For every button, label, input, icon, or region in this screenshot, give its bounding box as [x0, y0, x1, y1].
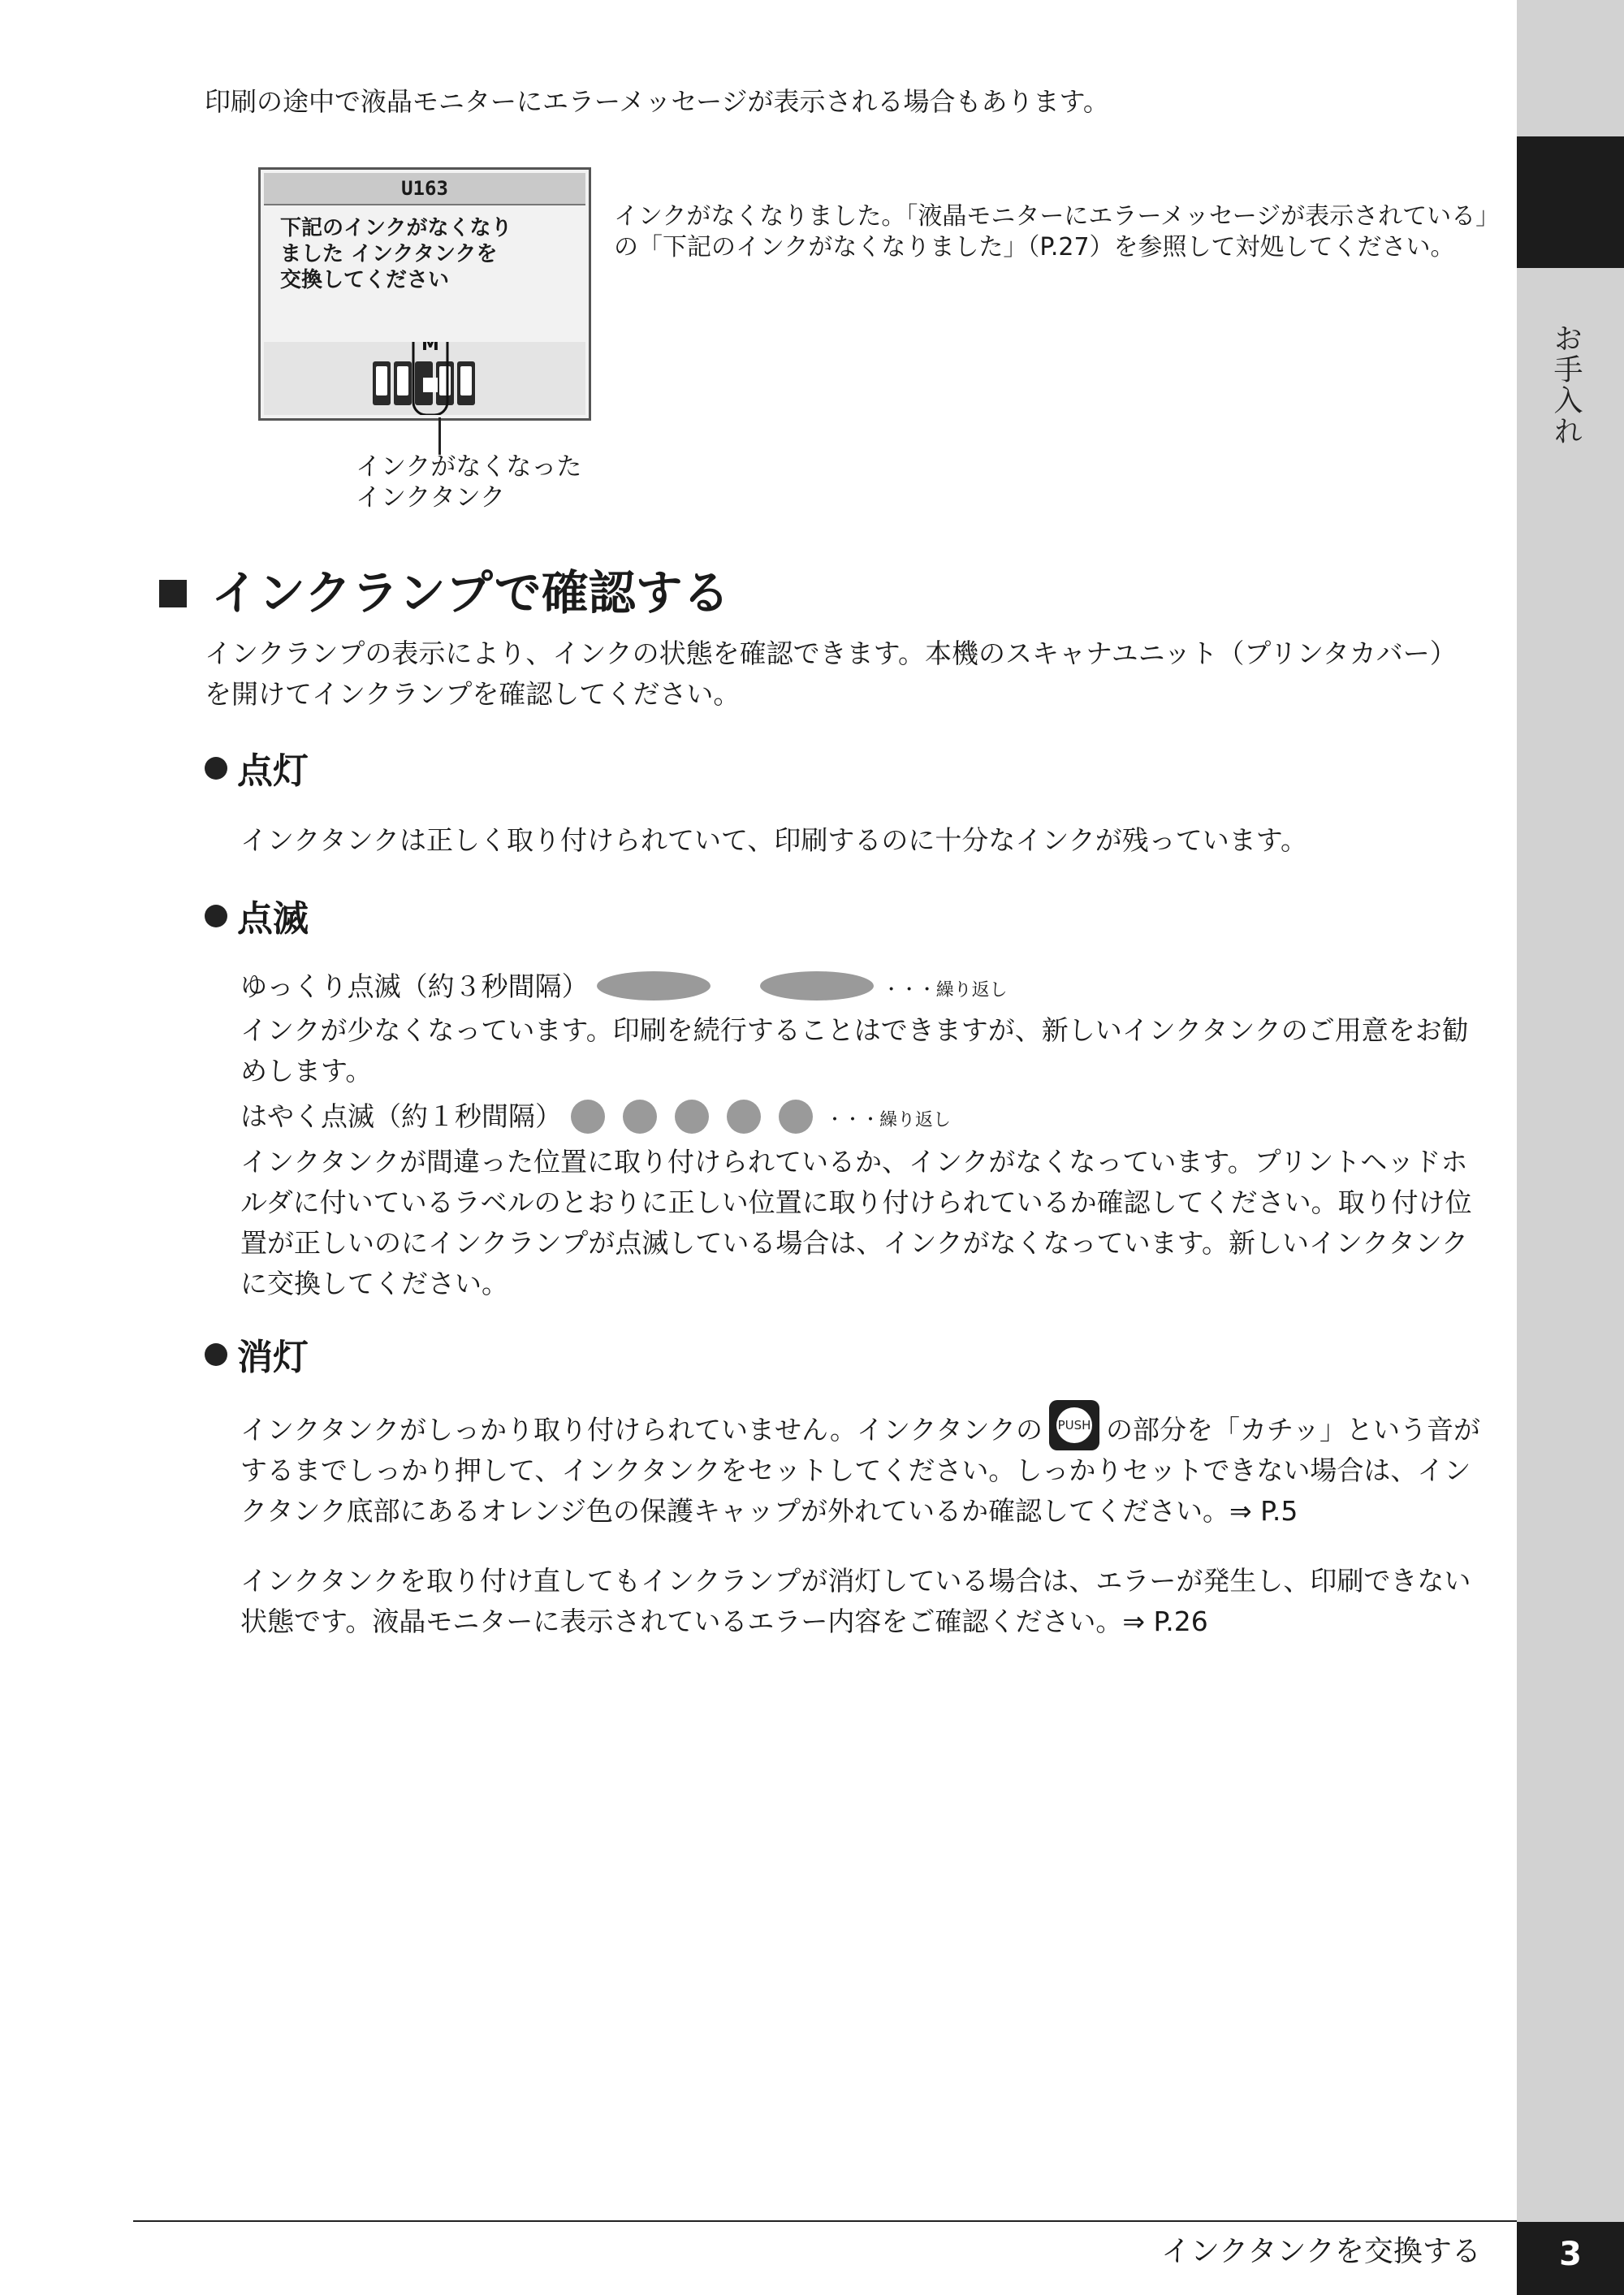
error-description: インクがなくなりました。「液晶モニターにエラーメッセージが表示されている」の「下記のインクがなくなりました」（P.27）を参照して対処してください。: [614, 202, 1488, 261]
lamp-on-dot-icon: [675, 1100, 709, 1134]
lcd-ink-panel: [264, 342, 585, 415]
slow-blink-text: インクが少なくなっています。印刷を続行することはできますが、新しいインクタンクのご用意をお勧めします。: [240, 1014, 1469, 1087]
bullet-icon: [205, 905, 227, 927]
off-text-part2: の部分を「カチッ」という音がするまでしっかり押して、インクタンクをセットしてください。しっかりセットできない場合は、インクタンク底部にあるオレンジ色の保護キャップが外れているか確認してください。⇒ P.5: [240, 1414, 1481, 1527]
lit-heading-text: 点灯: [237, 750, 309, 792]
lcd-monitor-illustration: [258, 167, 591, 421]
lit-heading: [205, 747, 309, 796]
off-text-part1: インクタンクがしっかり取り付けられていません。インクタンクの: [240, 1414, 1043, 1446]
lcd-message: 下記のインクがなくなり ました インクタンクを 交換してください: [280, 216, 512, 292]
page-number: 3: [1559, 2236, 1582, 2273]
section-body: インクランプの表示により、インクの状態を確認できます。本機のスキャナユニット（プリンタカバー）を開けてインクランプを確認してください。: [205, 638, 1457, 710]
tank-letter: M: [421, 342, 439, 355]
fast-blink-text: インクタンクが間違った位置に取り付けられているか、インクがなくなっています。プリントヘッドホルダに付いているラベルのとおりに正しい位置に取り付けられているか確認してください。取り付け位置が正しいのにインクランプが点滅している場合は、インクがなくなっています。新しいインクタンクに交換してください。: [240, 1146, 1472, 1299]
bullet-icon: [205, 757, 227, 780]
caption-pointer-line: [438, 417, 441, 455]
side-tab-marker: [1517, 136, 1624, 268]
square-bullet-icon: [159, 580, 187, 607]
slow-blink-label: ゆっくり点滅（約３秒間隔）: [240, 970, 589, 1002]
off-heading: [205, 1333, 309, 1382]
off-text: [240, 1400, 1491, 1532]
lamp-on-oval-icon: [760, 971, 874, 1001]
lamp-on-dot-icon: [727, 1100, 761, 1134]
repeat-note: ・・・繰り返し: [826, 1110, 952, 1130]
blink-heading-text: 点滅: [237, 898, 309, 940]
ink-tanks-graphic: [264, 342, 587, 415]
lamp-on-dot-icon: [779, 1100, 813, 1134]
bullet-icon: [205, 1343, 227, 1366]
footer-rule: [133, 2220, 1517, 2222]
slow-blink-row: [240, 966, 1008, 1011]
lit-text: インクタンクは正しく取り付けられていて、印刷するのに十分なインクが残っています。: [240, 824, 1308, 856]
off-text-2: インクタンクを取り付け直してもインクランプが消灯している場合は、エラーが発生し、印刷できない状態です。液晶モニターに表示されているエラー内容をご確認ください。⇒ P.26: [240, 1565, 1471, 1637]
push-icon: [1049, 1400, 1099, 1450]
lcd-error-code: U163: [264, 173, 585, 205]
side-section-label: お手入れ: [1549, 323, 1583, 447]
lamp-on-dot-icon: [623, 1100, 657, 1134]
blink-heading: [205, 895, 309, 944]
lamp-on-dot-icon: [571, 1100, 605, 1134]
fast-blink-row: [240, 1096, 951, 1141]
section-heading: [159, 560, 730, 625]
push-icon-label: PUSH: [1056, 1407, 1092, 1443]
lamp-on-oval-icon: [597, 971, 710, 1001]
off-heading-text: 消灯: [237, 1337, 309, 1378]
intro-text: 印刷の途中で液晶モニターにエラーメッセージが表示される場合もあります。: [205, 86, 1109, 117]
repeat-note: ・・・繰り返し: [882, 980, 1008, 1001]
section-title: インクランプで確認する: [211, 565, 730, 620]
empty-tank-caption: インクがなくなった インクタンク: [356, 452, 582, 512]
fast-blink-label: はやく点滅（約１秒間隔）: [240, 1100, 562, 1132]
footer-title: インクタンクを交換する: [1161, 2235, 1481, 2268]
